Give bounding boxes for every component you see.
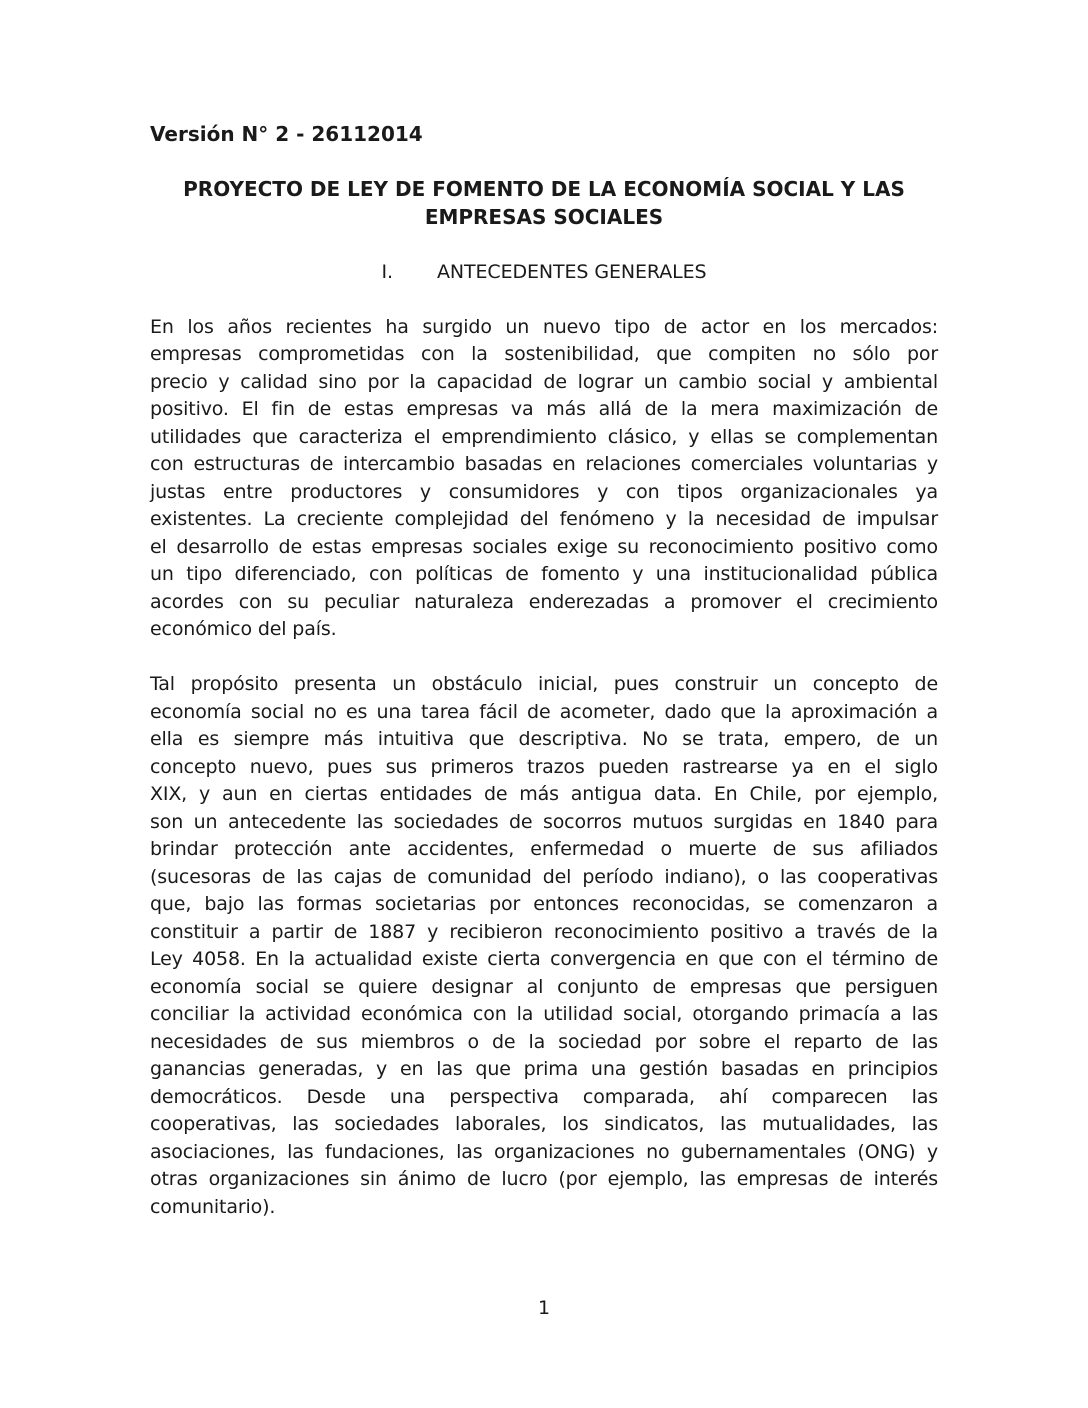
- paragraph-line: un tipo diferenciado, con políticas de fomento y una institucionalidad pública: [150, 563, 938, 585]
- paragraph-line: otras organizaciones sin ánimo de lucro (por ejemplo, las empresas de interés: [150, 1168, 938, 1190]
- paragraph-line: (sucesoras de las cajas de comunidad del período indiano), o las cooperativas: [150, 865, 938, 888]
- paragraph-line: Ley 4058. En la actualidad existe cierta convergencia en que con el término de: [150, 948, 938, 970]
- paragraph-line: empresas comprometidas con la sostenibilidad, que compiten no sólo por: [150, 343, 938, 365]
- paragraph-line: asociaciones, las fundaciones, las organizaciones no gubernamentales (ONG) y: [150, 1140, 938, 1163]
- paragraph-line: justas entre productores y consumidores y con tipos organizacionales ya: [150, 480, 938, 503]
- paragraph-line: cooperativas, las sociedades laborales, los sindicatos, las mutualidades, las: [150, 1113, 938, 1135]
- paragraph-line: brindar protección ante accidentes, enfermedad o muerte de sus afiliados: [150, 838, 938, 860]
- body-paragraphs: [150, 314, 938, 1222]
- paragraph-line: economía social no es una tarea fácil de acometer, dado que la aproximación a: [150, 700, 938, 723]
- paragraph-line: concepto nuevo, pues sus primeros trazos pueden rastrearse ya en el siglo: [150, 755, 938, 778]
- paragraph-line: En los años recientes ha surgido un nuevo tipo de actor en los mercados:: [150, 315, 938, 338]
- page-number: 1: [537, 1297, 551, 1319]
- paragraph-line: son un antecedente las sociedades de socorros mutuos surgidas en 1840 para: [150, 810, 938, 833]
- paragraph-line: ganancias generadas, y en las que prima una gestión basadas en principios: [150, 1058, 938, 1080]
- paragraph-line: necesidades de sus miembros o de la sociedad por sobre el reparto de las: [150, 1030, 938, 1053]
- version-line: Versión N° 2 - 26112014: [150, 122, 423, 146]
- paragraph-line: economía social se quiere designar al conjunto de empresas que persiguen: [150, 975, 938, 998]
- paragraph-line: con estructuras de intercambio basadas en relaciones comerciales voluntarias y: [150, 453, 938, 475]
- section-heading: [150, 259, 938, 287]
- section-numeral: I.: [381, 260, 393, 283]
- paragraph-line: comunitario).: [150, 1195, 276, 1218]
- paragraph-line: que, bajo las formas societarias por entonces reconocidas, se comenzaron a: [150, 893, 938, 915]
- paragraph-line: económico del país.: [150, 618, 337, 640]
- paragraph-line: positivo. El fin de estas empresas va más allá de la mera maximización de: [150, 398, 938, 420]
- paragraph: [150, 314, 938, 644]
- paragraph-line: el desarrollo de estas empresas sociales exige su reconocimiento positivo como: [150, 535, 938, 558]
- paragraph-line: existentes. La creciente complejidad del fenómeno y la necesidad de impulsar: [150, 508, 938, 530]
- section-title: ANTECEDENTES GENERALES: [436, 260, 707, 283]
- paragraph: [150, 671, 938, 1221]
- document-title: [150, 176, 938, 231]
- paragraph-line: Tal propósito presenta un obstáculo inicial, pues construir un concepto de: [150, 673, 938, 695]
- paragraph-line: precio y calidad sino por la capacidad de lograr un cambio social y ambiental: [150, 370, 938, 393]
- paragraph-line: constituir a partir de 1887 y recibieron reconocimiento positivo a través de la: [150, 920, 938, 943]
- paragraph-line: XIX, y aun en ciertas entidades de más antigua data. En Chile, por ejemplo,: [150, 783, 938, 805]
- paragraph-line: ella es siempre más intuitiva que descriptiva. No se trata, empero, de un: [150, 728, 938, 750]
- paragraph-line: democráticos. Desde una perspectiva comparada, ahí comparecen las: [150, 1085, 938, 1108]
- title-line: EMPRESAS SOCIALES: [424, 204, 664, 229]
- paragraph-line: acordes con su peculiar naturaleza enderezadas a promover el crecimiento: [150, 590, 938, 613]
- document-content: [150, 121, 938, 1221]
- paragraph-line: utilidades que caracteriza el emprendimiento clásico, y ellas se complementan: [150, 425, 938, 448]
- paragraph-line: conciliar la actividad económica con la utilidad social, otorgando primacía a las: [150, 1003, 938, 1025]
- title-line: PROYECTO DE LEY DE FOMENTO DE LA ECONOMÍA SOCIAL Y LAS: [183, 177, 905, 201]
